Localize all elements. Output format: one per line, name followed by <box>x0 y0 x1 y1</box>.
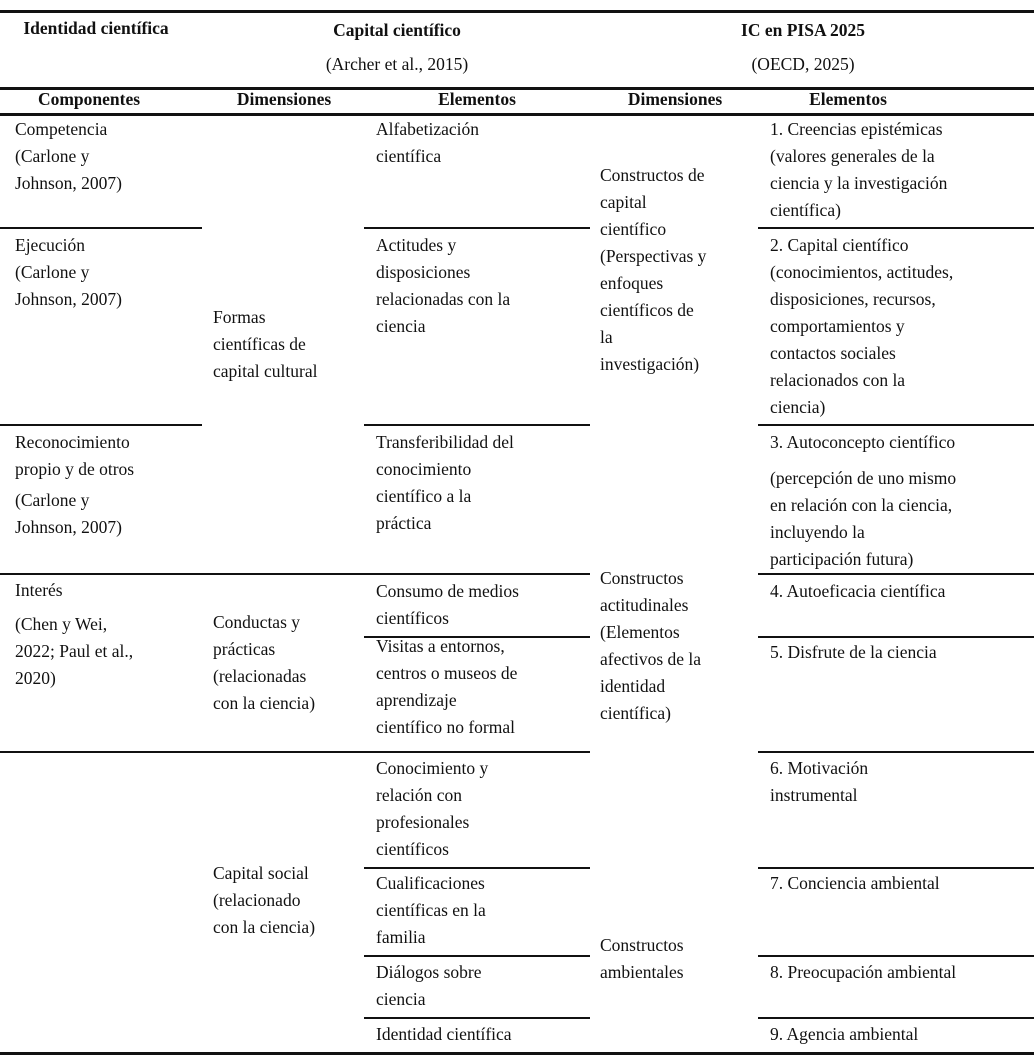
pisa-element: 8. Preocupación ambiental <box>770 962 957 982</box>
pisa-element: 2. Capital científico (conocimientos, actitudes, disposiciones, recursos, comportamientos y contactos sociales relacionados con la ciencia) <box>770 235 954 417</box>
header-pisa-cite: (OECD, 2025) <box>751 54 855 74</box>
col-header-elementos: Elementos <box>438 89 516 109</box>
capital-element: Conocimiento y relación con profesionales científicos <box>376 758 489 859</box>
row-divider <box>364 1017 590 1019</box>
capital-element: Alfabetización científica <box>376 119 480 166</box>
col-header-dimensiones: Dimensiones <box>236 89 332 109</box>
capital-dimension: Capital social (relacionado con la ciencia) <box>213 863 316 937</box>
pisa-element: 5. Disfrute de la ciencia <box>770 642 937 662</box>
row-divider <box>0 227 202 229</box>
row-divider <box>758 955 1034 957</box>
pisa-element-desc: (percepción de uno mismo en relación con la ciencia, incluyendo la participación futura) <box>770 468 957 569</box>
col-header-dimensiones-pisa: Dimensiones <box>627 89 723 109</box>
pisa-element: 7. Conciencia ambiental <box>770 873 940 893</box>
pisa-element: 1. Creencias epistémicas (valores generales de la ciencia y la investigación científica) <box>770 119 948 220</box>
pisa-dimension: Constructos actitudinales (Elementos afectivos de la identidad científica) <box>600 568 702 723</box>
header-ic-pisa: IC en PISA 2025 <box>741 20 865 40</box>
row-divider <box>364 867 590 869</box>
row-divider <box>364 227 590 229</box>
col-header-componentes: Componentes <box>37 89 141 109</box>
capital-element: Actitudes y disposiciones relacionadas con la ciencia <box>376 235 511 336</box>
component-cite: (Carlone y Johnson, 2007) <box>15 490 122 537</box>
capital-element: Consumo de medios científicos <box>376 581 519 628</box>
row-divider <box>0 424 202 426</box>
pisa-element: 4. Autoeficacia científica <box>770 581 946 601</box>
row-divider <box>364 955 590 957</box>
header-identidad-cientifica: Identidad científica <box>23 18 169 38</box>
capital-element: Diálogos sobre ciencia <box>376 962 482 1009</box>
row-divider <box>0 573 590 575</box>
component-name: Competencia <box>15 119 108 139</box>
component-cite: (Carlone y Johnson, 2007) <box>15 146 122 193</box>
bottom-rule <box>0 1052 1034 1055</box>
component-cite: (Carlone y Johnson, 2007) <box>15 262 122 309</box>
capital-element: Transferibilidad del conocimiento científico a la práctica <box>376 432 514 533</box>
capital-element: Visitas a entornos, centros o museos de aprendizaje científico no formal <box>376 636 518 737</box>
component-name: Ejecución <box>15 235 85 255</box>
component-cite: (Chen y Wei, 2022; Paul et al., 2020) <box>15 614 134 688</box>
row-divider <box>758 424 1034 426</box>
row-divider <box>758 636 1034 638</box>
capital-element: Cualificaciones científicas en la familia <box>376 873 486 947</box>
pisa-element: 9. Agencia ambiental <box>770 1024 919 1044</box>
row-divider <box>758 751 1034 753</box>
component-name: Reconocimiento propio y de otros <box>15 432 135 479</box>
col-header-elementos-pisa: Elementos <box>809 89 887 109</box>
row-divider <box>758 227 1034 229</box>
component-name: Interés <box>15 580 63 600</box>
pisa-dimension: Constructos ambientales <box>600 935 684 982</box>
row-divider <box>758 573 1034 575</box>
pisa-dimension: Constructos de capital científico (Perspectivas y enfoques científicos de la investigación) <box>600 165 707 374</box>
pisa-element-title: 3. Autoconcepto científico <box>770 432 956 452</box>
capital-element: Identidad científica <box>376 1024 512 1044</box>
capital-dimension: Formas científicas de capital cultural <box>213 307 318 381</box>
row-divider <box>0 751 590 753</box>
row-divider <box>364 424 590 426</box>
header-capital-cite: (Archer et al., 2015) <box>325 54 469 74</box>
row-divider <box>758 1017 1034 1019</box>
pisa-element: 6. Motivación instrumental <box>770 758 869 805</box>
capital-dimension: Conductas y prácticas (relacionadas con la ciencia) <box>213 612 316 713</box>
row-divider <box>758 867 1034 869</box>
header-capital-cientifico: Capital científico <box>333 20 461 40</box>
top-rule <box>0 10 1034 13</box>
